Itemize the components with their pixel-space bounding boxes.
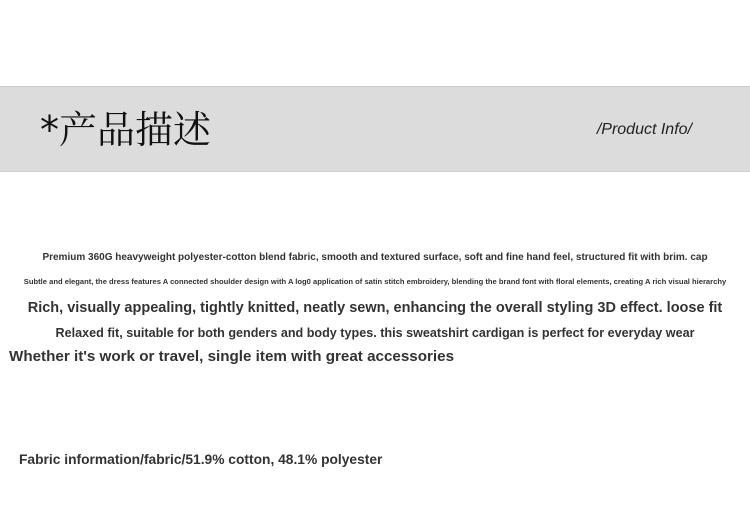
description-line-knit: Rich, visually appealing, tightly knitted, neatly sewn, enhancing the overall styling 3D effect. loose fit: [27, 300, 723, 316]
product-info-banner: [0, 86, 750, 172]
section-title: *产品描述: [40, 108, 212, 152]
description-line-usage: Whether it's work or travel, single item with great accessories: [9, 348, 455, 365]
description-line-fit: Relaxed fit, suitable for both genders and body types. this sweatshirt cardigan is perfect for everyday wear: [55, 326, 695, 340]
description-line-design: Subtle and elegant, the dress features A connected shoulder design with A log0 application of satin stitch embroidery, blending the brand font with floral elements, creating A rich visual hierarchy: [23, 277, 727, 286]
description-line-fabric: Premium 360G heavyweight polyester-cotton blend fabric, smooth and textured surface, soft and fine hand feel, structured fit with brim. cap: [42, 252, 708, 263]
fabric-information: Fabric information/fabric/51.9% cotton, 48.1% polyester: [19, 452, 383, 467]
section-subtitle: /Product Info/: [596, 121, 692, 138]
